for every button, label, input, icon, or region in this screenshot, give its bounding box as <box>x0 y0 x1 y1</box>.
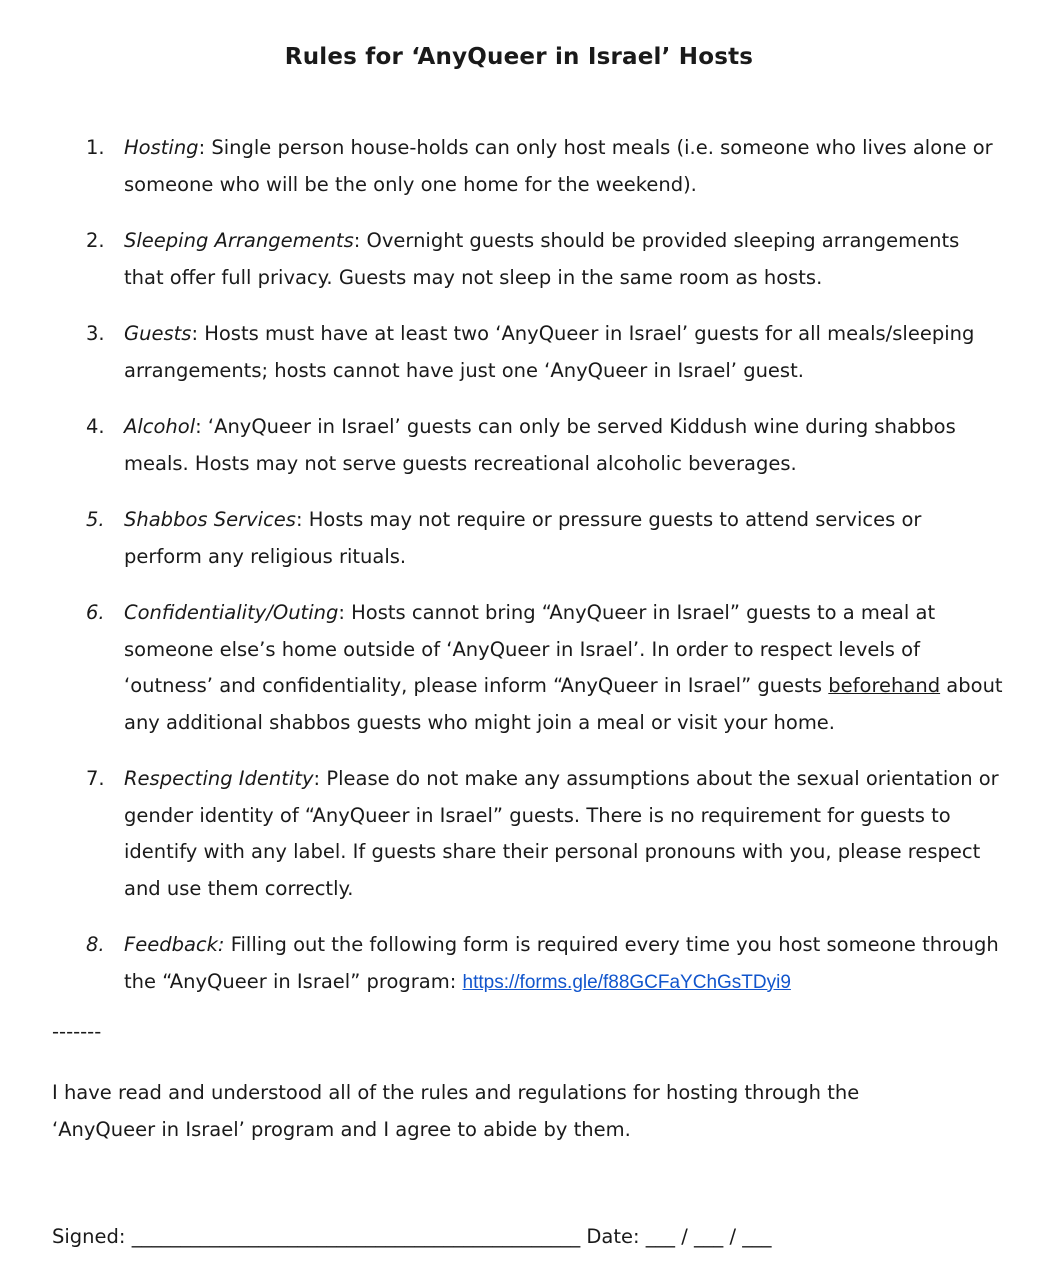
rule-respecting-identity <box>86 761 1004 907</box>
rule-text-continued: about any additional shabbos guests who might join a meal or visit your home. <box>124 674 1003 734</box>
rule-number: 5. <box>86 508 105 531</box>
rule-text: Hosts must have at least two ‘AnyQueer in Israel’ guests for all meals/sleeping arrangements; hosts cannot have just one ‘AnyQueer in Israel’ guest. <box>124 322 975 382</box>
rule-alcohol <box>86 409 1004 482</box>
signed-blank[interactable]: ______________________________________________ <box>131 1225 581 1248</box>
rule-text: Please do not make any assumptions about the sexual orientation or gender identity of “AnyQueer in Israel” guests. There is no requirement for guests to identify with any label. If guests share their personal pronouns with you, please respect and use them correctly. <box>124 767 999 900</box>
signature-line <box>52 1225 771 1248</box>
rule-heading: Shabbos Services <box>124 508 296 531</box>
agreement-statement: I have read and understood all of the rules and regulations for hosting through the ‘AnyQueer in Israel’ program and I agree to abide by them. <box>52 1081 860 1141</box>
rule-heading: Hosting <box>124 136 199 159</box>
rule-separator: : <box>338 601 345 624</box>
rule-number: 6. <box>86 601 105 624</box>
rule-sleeping-arrangements <box>86 223 1004 296</box>
rule-number: 2. <box>86 229 105 252</box>
rule-text: Hosts cannot bring “AnyQueer in Israel” guests to a meal at someone else’s home outside of ‘AnyQueer in Israel’. In order to respect levels of ‘outness’ and confidentiality, please inform “AnyQueer in Israel” guests <box>124 601 936 697</box>
rule-hosting <box>86 130 1004 203</box>
rule-separator: : <box>198 136 206 159</box>
rule-feedback <box>86 927 1004 1001</box>
date-label: Date: <box>586 1225 640 1248</box>
rule-separator: : <box>195 415 202 438</box>
rule-separator: : <box>353 229 361 252</box>
rule-number: 1. <box>86 136 105 159</box>
rule-heading: Confidentiality/Outing <box>124 601 339 624</box>
underlined-word: beforehand <box>828 674 941 697</box>
rule-number: 4. <box>86 415 105 438</box>
rule-text: Overnight guests should be provided sleeping arrangements that offer full privacy. Guests may not sleep in the same room as hosts. <box>124 229 960 289</box>
rule-number: 7. <box>86 767 105 790</box>
rule-text: ‘AnyQueer in Israel’ guests can only be served Kiddush wine during shabbos meals. Hosts may not serve guests recreational alcoholic beverages. <box>124 415 956 475</box>
signed-label: Signed: <box>52 1225 126 1248</box>
rule-text: Hosts may not require or pressure guests to attend services or perform any religious rituals. <box>124 508 922 568</box>
rule-heading: Feedback: <box>124 933 225 956</box>
rule-separator: : <box>191 322 199 345</box>
feedback-form-link[interactable]: https://forms.gle/f88GCFaYChGsTDyi9 <box>462 971 791 993</box>
rule-heading: Sleeping Arrangements <box>124 229 354 252</box>
rule-text: Single person house-holds can only host meals (i.e. someone who lives alone or someone who will be the only one home for the weekend). <box>124 136 993 196</box>
rule-number: 3. <box>86 322 105 345</box>
divider: ------- <box>52 1020 102 1043</box>
rule-separator: : <box>313 767 321 790</box>
rule-shabbos-services <box>86 502 1004 575</box>
rule-text: Filling out the following form is required every time you host someone through the “AnyQueer in Israel” program: <box>124 933 999 993</box>
rule-confidentiality-outing <box>86 595 1004 741</box>
rule-heading: Respecting Identity <box>124 767 314 790</box>
rule-number: 8. <box>86 933 105 956</box>
rule-heading: Guests <box>124 322 192 345</box>
rule-guests <box>86 316 1004 389</box>
rule-separator: : <box>295 508 303 531</box>
rule-heading: Alcohol <box>124 415 196 438</box>
document-title: Rules for ‘AnyQueer in Israel’ Hosts <box>284 44 754 70</box>
date-blank[interactable]: ___ / ___ / ___ <box>645 1225 772 1248</box>
rules-list <box>0 130 1038 1021</box>
